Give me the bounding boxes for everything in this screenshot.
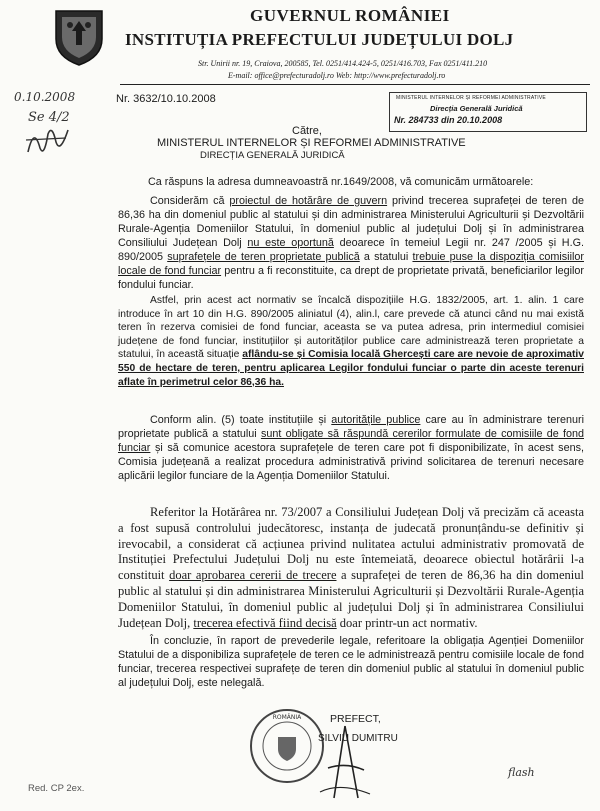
stamp-header: MINISTERUL INTERNELOR ȘI REFORMEI ADMINISTRATIVE (396, 95, 546, 101)
paragraph-5: În concluzie, în raport de prevederile legale, referitoare la obligația Agenției Domeniilor Statului de a disponibiliza suprafețele de teren ce le administrează pentru comisiile locale de fond funciar, trecerea respectivei suprafețe de teren din domeniul public al statului în domeniul public al județului Dolj, este nelegală. (118, 635, 584, 689)
registration-stamp (389, 92, 587, 132)
coat-of-arms-icon (48, 5, 110, 67)
stamp-department: Direcția Generală Juridică (430, 104, 523, 113)
org-contacts: E-mail: office@prefecturadolj.ro Web: http://www.prefecturadolj.ro (228, 71, 446, 80)
signer-name: SILVIU DUMITRU (318, 733, 398, 744)
handwritten-signature-icon (22, 120, 72, 160)
stamp-entry: Nr. 284733 din 20.10.2008 (394, 115, 503, 125)
org-address: Str. Unirii nr. 19, Craiova, 200585, Tel. 0251/414.424-5, 0251/416.703, Fax 0251/411.210 (198, 59, 488, 68)
handwritten-date: 0.10.2008 (14, 90, 76, 104)
recipient-ministry: MINISTERUL INTERNELOR ȘI REFORMEI ADMINISTRATIVE (157, 137, 466, 149)
letterhead-divider (120, 84, 590, 85)
svg-text:ROMÂNIA: ROMÂNIA (272, 714, 302, 721)
org-name-line2: INSTITUȚIA PREFECTULUI JUDEȚULUI DOLJ (125, 30, 514, 49)
footer-note: Red. CP 2ex. (28, 783, 85, 794)
handwritten-signature-right: flash (508, 766, 535, 779)
org-name-line1: GUVERNUL ROMÂNIEI (250, 6, 450, 25)
handwritten-initials: Se 4/2 (28, 110, 70, 125)
recipient-to: Către, (292, 125, 322, 137)
paragraph-1: Considerăm că proiectul de hotărâre de guvern privind trecerea suprafeței de teren de 86,36 ha din domeniul public al statului și din administrarea Ministerului Agriculturii și Dezvoltării Rurale-Agenția Domeniilor Statului, în domeniul public al județului Dolj și în administrarea Consiliului Județean Dolj nu este oportună deoarece în temeiul Legii nr. 247 /2005 și H.G. 890/2005 suprafețele de teren proprietate publică a statului trebuie puse la dispoziția comisiilor locale de fond funciar pentru a fi reconstituite, ca drept de proprietate privată, beneficiarilor legilor fondului funciar. (118, 195, 585, 291)
paragraph-3: Conform alin. (5) toate instituțiile și autoritățile publice care au în administrare terenuri proprietate publică a statului sunt obligate să răspundă cererilor formulate de comisiile de fond funciar și să comunice acestora suprafețele de teren care pot fi disponibilizate, în acest sens, Comisia județeană a realizat procedura administrativă privind solicitarea de terenuri necesare aplicării legilor funciare de la Agenția Domeniilor Statului. (118, 414, 584, 482)
intro-paragraph: Ca răspuns la adresa dumneavoastră nr.1649/2008, vă comunicăm următoarele: (148, 176, 534, 188)
paragraph-2: Astfel, prin acest act normativ se încalcă dispozițiile H.G. 1832/2005, art. 1. alin. 1 care introduce în art 10 din H.G. 890/2005 aliniatul (4), alin.l, care prevede că atunci când nu mai există teren în rezerva comisiei de fond funciar, aceasta se va putea adresa, prin intermediul comisiei județene de fond funciar, instituțiilor și autorităților publice care administrează teren proprietate a statului, în această situație aflându-se și Comisia locală Ghercești care are nevoie de aproximativ 550 de hectare de teren, pentru aplicarea Legilor fondului funciar o parte din aceste terenuri aflate în perimetrul celor 86,36 ha. (118, 295, 584, 388)
reference-number: Nr. 3632/10.10.2008 (116, 93, 216, 105)
paragraph-4: Referitor la Hotărârea nr. 73/2007 a Consiliului Județean Dolj vă precizăm că aceasta a fost supusă controlului judecătoresc, instanța de judecată pronunțându-se definitiv și irevocabil, a considerat că acțiunea privind nulitatea actului administrativ promovată de Instituției Prefectului Județului Dolj nu este întemeiată, deoarece obiectul hotărârii l-a constituit doar aprobarea cererii de trecere a suprafeței de teren de 86,36 ha din domeniul public al statului și din administrarea Ministerului Agriculturii și Dezvoltării Rurale-Agenția Domeniilor Statului, în domeniul public al județului Dolj și în administrarea Consiliului Județean Dolj, trecerea efectivă fiind decisă doar printr-un act normativ. (118, 505, 585, 630)
signer-title: PREFECT, (330, 713, 381, 725)
recipient-department: DIRECȚIA GENERALĂ JURIDICĂ (200, 150, 345, 161)
